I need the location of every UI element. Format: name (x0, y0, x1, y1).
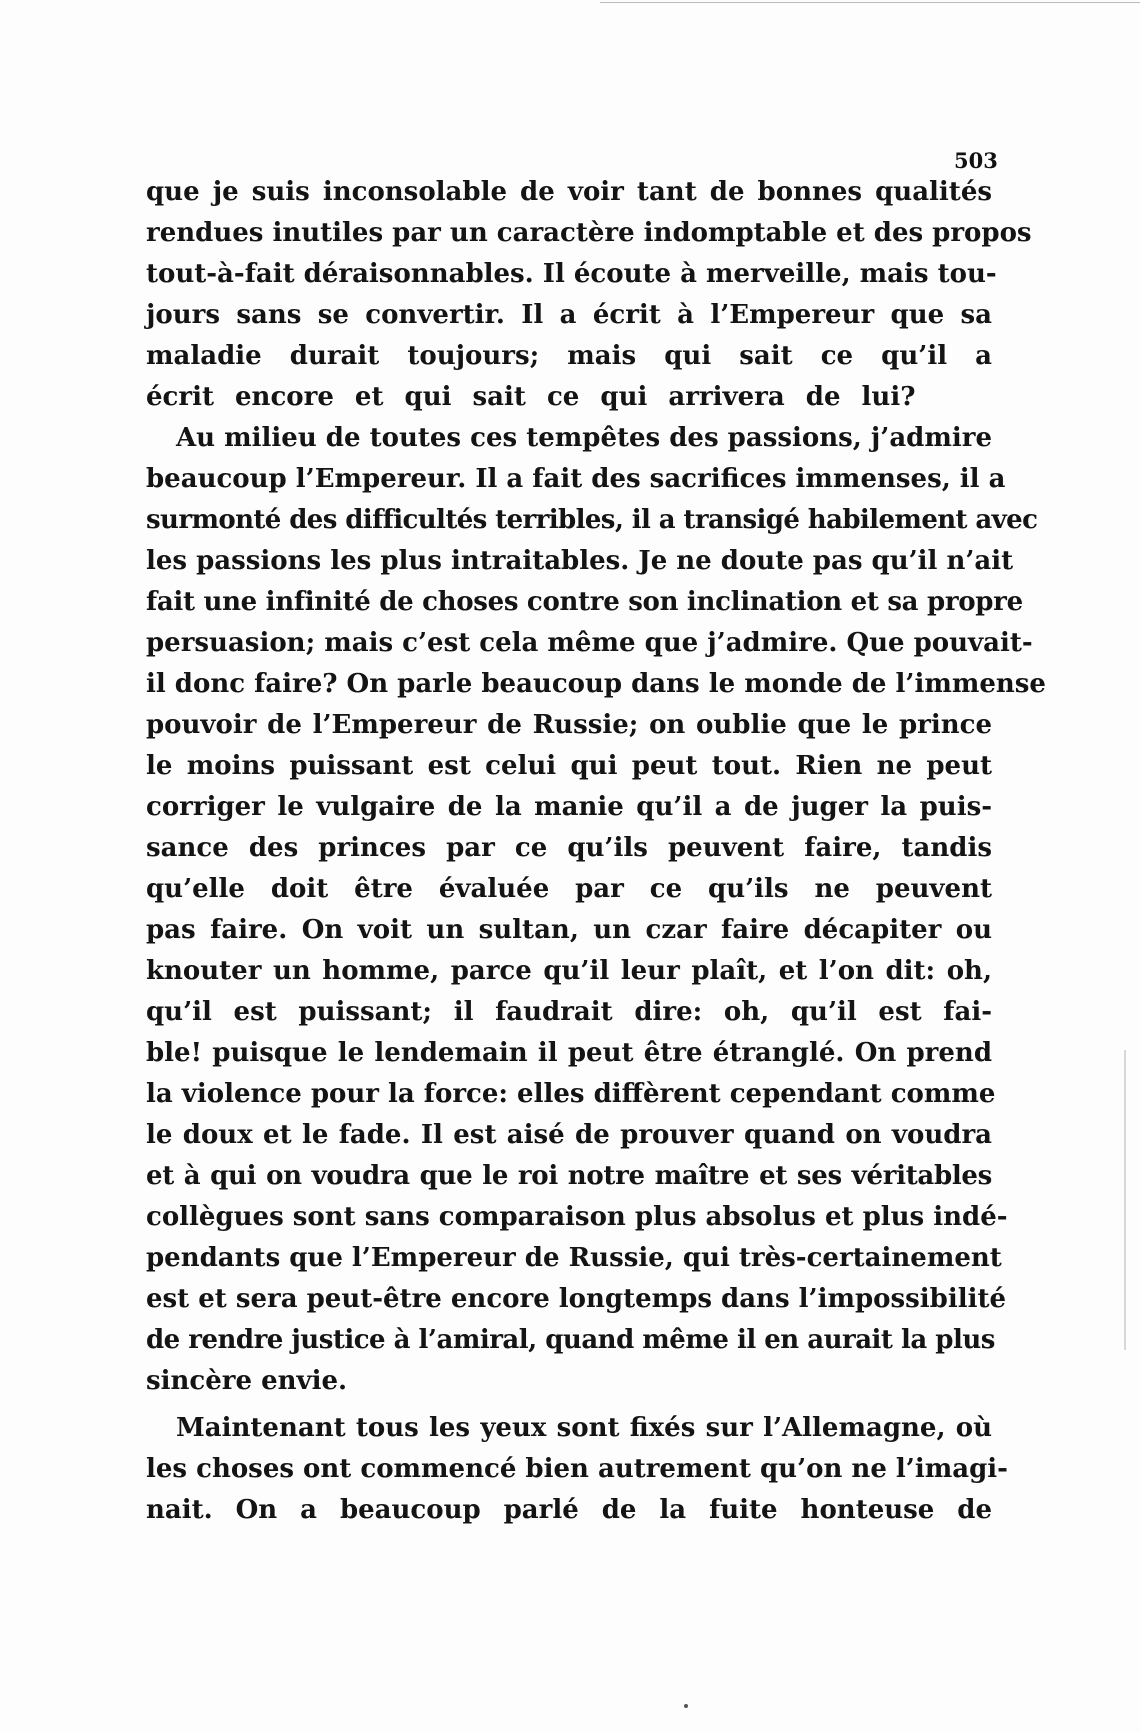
text-line: les choses ont commencé bien autrement qu’on ne l’imagi- (146, 1454, 1008, 1484)
text-line: ble! puisque le lendemain il peut être étranglé. On prend (146, 1038, 992, 1068)
text-line: il donc faire? On parle beaucoup dans le monde de l’immense (146, 669, 1046, 699)
text-line: pendants que l’Empereur de Russie, qui très-certainement (146, 1243, 1002, 1273)
top-edge-rule (600, 2, 1140, 3)
text-line: corriger le vulgaire de la manie qu’il a de juger la puis- (146, 792, 992, 822)
text-line: rendues inutiles par un caractère indomptable et des propos (146, 218, 1032, 248)
text-line: fait une infinité de choses contre son inclination et sa propre (146, 587, 1023, 617)
text-line: Maintenant tous les yeux sont fixés sur l’Allemagne, où (176, 1413, 992, 1443)
right-edge-mark (1124, 1050, 1126, 1350)
text-line: collègues sont sans comparaison plus absolus et plus indé- (146, 1202, 1008, 1232)
text-line: jours sans se convertir. Il a écrit à l’Empereur que sa (146, 300, 992, 330)
text-line: qu’il est puissant; il faudrait dire: oh, qu’il est fai- (146, 997, 992, 1027)
text-line: sance des princes par ce qu’ils peuvent faire, tandis (146, 833, 992, 863)
text-line: beaucoup l’Empereur. Il a fait des sacrifices immenses, il a (146, 464, 1006, 494)
text-line: la violence pour la force: elles diffèrent cependant comme (146, 1079, 996, 1109)
scan-speck (684, 1704, 688, 1708)
text-line: qu’elle doit être évaluée par ce qu’ils ne peuvent (146, 874, 992, 904)
text-line: le doux et le fade. Il est aisé de prouver quand on voudra (146, 1120, 992, 1150)
text-line: écrit encore et qui sait ce qui arrivera de lui? (146, 382, 916, 412)
text-line: knouter un homme, parce qu’il leur plaît, et l’on dit: oh, (146, 956, 992, 986)
text-line: tout-à-fait déraisonnables. Il écoute à merveille, mais tou- (146, 259, 997, 289)
text-line: est et sera peut-être encore longtemps dans l’impossibilité (146, 1284, 1007, 1314)
text-line: les passions les plus intraitables. Je ne doute pas qu’il n’ait (146, 546, 1014, 576)
text-line: Au milieu de toutes ces tempêtes des passions, j’admire (176, 423, 992, 453)
text-line: sincère envie. (146, 1366, 348, 1396)
page-number: 503 (954, 148, 998, 173)
text-line: pouvoir de l’Empereur de Russie; on oublie que le prince (146, 710, 992, 740)
text-line: que je suis inconsolable de voir tant de bonnes qualités (146, 177, 992, 207)
text-line: maladie durait toujours; mais qui sait ce qu’il a (146, 341, 992, 371)
text-line: pas faire. On voit un sultan, un czar faire décapiter ou (146, 915, 992, 945)
text-line: persuasion; mais c’est cela même que j’admire. Que pouvait- (146, 628, 1033, 658)
text-line: le moins puissant est celui qui peut tout. Rien ne peut (146, 751, 992, 781)
text-line: nait. On a beaucoup parlé de la fuite honteuse de (146, 1495, 992, 1525)
text-line: de rendre justice à l’amiral, quand même il en aurait la plus (146, 1325, 995, 1355)
body-text (146, 172, 1046, 1531)
text-line: surmonté des difficultés terribles, il a transigé habilement avec (146, 505, 1038, 535)
text-line: et à qui on voudra que le roi notre maître et ses véritables (146, 1161, 992, 1191)
